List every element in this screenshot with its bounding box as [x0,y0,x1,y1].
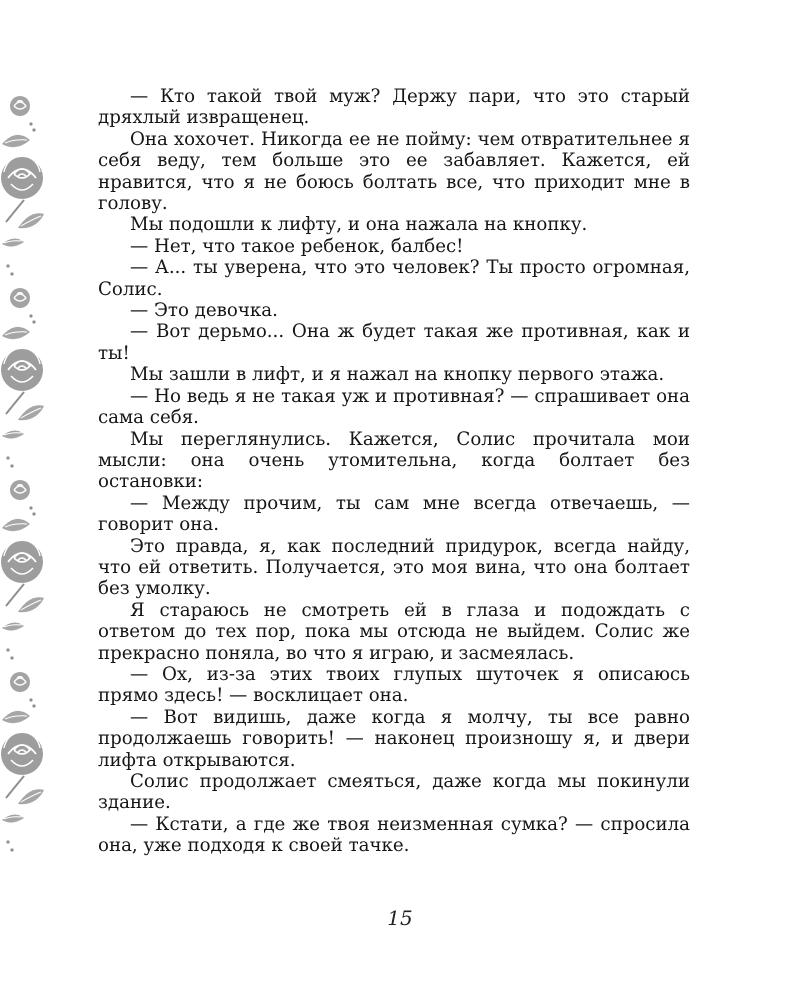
paragraph: — Вот дерьмо... Она ж будет такая же противная, как и ты! [98,321,690,364]
paragraph: — Это девочка. [130,300,278,322]
rose-border-icon [0,88,48,888]
paragraph: — А... ты уверена, что это человек? Ты просто огромная, Солис. [98,257,690,300]
paragraph: Я стараюсь не смотреть ей в глаза и подождать с ответом до тех пор, пока мы отсюда не выйдем. Солис же прекрасно поняла, во что я играю, и засмеялась. [98,599,690,664]
paragraph: — Кстати, а где же твоя неизменная сумка? — спросила она, уже подходя к своей тачке. [98,813,690,857]
paragraph: Она хохочет. Никогда ее не пойму: чем отвратительнее я себя веду, тем больше это ее забавляет. Кажется, ей нравится, что я не боюсь болтать все, что приходит мне в голову. [98,128,690,215]
page-number: 15 [387,906,413,930]
body-text [98,86,690,857]
paragraph: Мы переглянулись. Кажется, Солис прочитала мои мысли: она очень утомительна, когда болтает без остановки: [98,428,690,493]
paragraph: — Кто такой твой муж? Держу пари, что это старый дряхлый извращенец. [98,86,690,129]
paragraph: Мы зашли в лифт, и я нажал на кнопку первого этажа. [130,364,665,386]
paragraph: Это правда, я, как последний придурок, всегда найду, что ей ответить. Получается, это моя вина, что она болтает без умолку. [98,535,690,600]
paragraph: — Но ведь я не такая уж и противная? — спрашивает она сама себя. [98,385,690,429]
paragraph: — Между прочим, ты сам мне всегда отвечаешь, — говорит она. [98,492,690,536]
paragraph: — Вот видишь, даже когда я молчу, ты все равно продолжаешь говорить! — наконец произношу я, и двери лифта открываются. [98,706,690,771]
paragraph: Мы подошли к лифту, и она нажала на кнопку. [130,214,588,236]
paragraph: — Ох, из-за этих твоих глупых шуточек я описаюсь прямо здесь! — восклицает она. [98,663,690,707]
paragraph: Солис продолжает смеяться, даже когда мы покинули здание. [98,771,690,814]
paragraph: — Нет, что такое ребенок, балбес! [130,235,464,257]
